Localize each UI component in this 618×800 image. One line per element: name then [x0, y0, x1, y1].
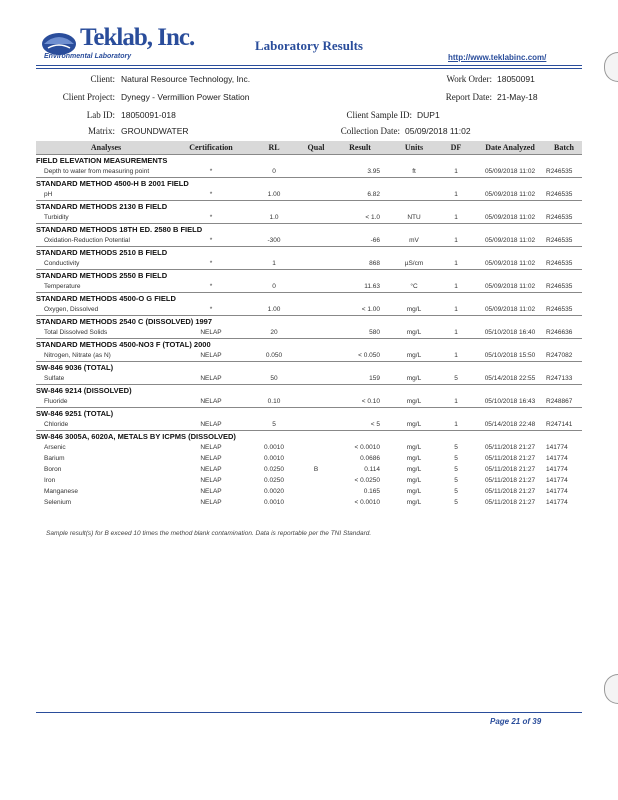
batch-cell: R246636 [546, 329, 573, 336]
units-cell: mg/L [406, 444, 422, 451]
section-title: SW-846 9036 (TOTAL) [36, 362, 582, 374]
analysis-cell: Depth to water from measuring point [44, 168, 150, 175]
sample-id-label: Client Sample ID: [346, 110, 412, 120]
batch-cell: R246535 [546, 283, 573, 290]
date-analyzed-cell: 05/11/2018 21:27 [484, 499, 536, 506]
result-cell: < 0.0250 [354, 477, 380, 484]
certification-cell: * [209, 237, 213, 244]
batch-cell: R247141 [546, 421, 573, 428]
rl-cell: 0.0250 [264, 466, 284, 473]
date-analyzed-cell: 05/10/2018 16:40 [484, 329, 536, 336]
certification-cell: * [209, 260, 213, 267]
matrix-value: GROUNDWATER [121, 126, 189, 136]
batch-cell: R246535 [546, 260, 573, 267]
qual-cell [302, 350, 330, 362]
column-header: Date Analyzed [474, 141, 546, 155]
analysis-cell: Selenium [44, 499, 72, 506]
table-row [36, 327, 582, 339]
section-header-row [36, 293, 582, 305]
df-cell: 1 [454, 260, 458, 267]
units-cell: mg/L [406, 352, 422, 359]
punch-hole-icon [604, 52, 618, 82]
result-cell: 159 [369, 375, 380, 382]
df-cell: 5 [454, 488, 458, 495]
date-analyzed-cell: 05/14/2018 22:48 [484, 421, 536, 428]
df-cell: 1 [454, 168, 458, 175]
qual-cell [302, 396, 330, 408]
table-row [36, 189, 582, 201]
batch-cell: 141774 [546, 488, 568, 495]
punch-hole-icon [604, 674, 618, 704]
section-header-row [36, 201, 582, 213]
client-label: Client: [90, 74, 115, 84]
units-cell: mg/L [406, 466, 422, 473]
column-header: Batch [546, 141, 582, 155]
date-analyzed-cell: 05/09/2018 11:02 [484, 168, 536, 175]
date-analyzed-cell: 05/11/2018 21:27 [484, 444, 536, 451]
units-cell: NTU [407, 214, 421, 221]
date-analyzed-cell: 05/09/2018 11:02 [484, 214, 536, 221]
column-header: Result [330, 141, 390, 155]
df-cell: 1 [454, 283, 458, 290]
units-cell: mg/L [406, 398, 422, 405]
df-cell: 1 [454, 329, 458, 336]
df-cell: 5 [454, 455, 458, 462]
certification-cell: NELAP [200, 375, 222, 382]
batch-cell: 141774 [546, 477, 568, 484]
result-cell: < 0.0010 [354, 499, 380, 506]
result-cell: 0.114 [364, 466, 380, 473]
batch-cell: R246535 [546, 237, 573, 244]
table-row [36, 350, 582, 362]
certification-cell: NELAP [200, 488, 222, 495]
header-rule [36, 65, 582, 66]
table-row [36, 235, 582, 247]
batch-cell: 141774 [546, 499, 568, 506]
units-cell: mg/L [406, 499, 422, 506]
collection-date-value: 05/09/2018 11:02 [405, 126, 471, 136]
result-cell: 868 [369, 260, 380, 267]
qual-cell [302, 212, 330, 224]
page-number: Page 21 of 39 [490, 717, 542, 726]
lab-id-value: 18050091-018 [121, 110, 176, 120]
report-date-value: 21-May-18 [497, 92, 538, 102]
qual-cell [302, 486, 330, 497]
date-analyzed-cell: 05/10/2018 15:50 [484, 352, 536, 359]
section-header-row [36, 385, 582, 397]
footnote: Sample result(s) for B exceed 10 times the method blank contamination. Data is reportable per the TNI Standard. [46, 530, 372, 537]
client-value: Natural Resource Technology, Inc. [121, 74, 251, 84]
rl-cell: 0.0250 [264, 477, 284, 484]
table-row [36, 281, 582, 293]
website-link[interactable]: http://www.teklabinc.com/ [448, 53, 547, 62]
batch-cell: R246535 [546, 306, 573, 313]
logo-text: Teklab, Inc. [80, 24, 195, 51]
matrix-label: Matrix: [88, 126, 115, 136]
rl-cell: 0.0010 [264, 444, 284, 451]
rl-cell: 0.050 [265, 352, 283, 359]
section-title: STANDARD METHODS 2130 B FIELD [36, 201, 582, 213]
rl-cell: 0.0010 [264, 455, 284, 462]
units-cell: mg/L [406, 421, 422, 428]
qual-cell [302, 373, 330, 385]
date-analyzed-cell: 05/09/2018 11:02 [484, 283, 536, 290]
table-row [36, 475, 582, 486]
batch-cell: R247082 [546, 352, 573, 359]
column-header: Certification [176, 141, 246, 155]
section-title: FIELD ELEVATION MEASUREMENTS [36, 155, 582, 167]
table-row [36, 396, 582, 408]
certification-cell: NELAP [200, 466, 222, 473]
certification-cell: NELAP [200, 421, 222, 428]
column-header: RL [246, 141, 302, 155]
table-row [36, 373, 582, 385]
project-value: Dynegy - Vermillion Power Station [121, 92, 250, 102]
result-cell: 3.95 [367, 168, 380, 175]
units-cell: µS/cm [404, 260, 424, 267]
units-cell: mg/L [406, 329, 422, 336]
qual-cell [302, 475, 330, 486]
qual-cell [302, 189, 330, 201]
df-cell: 1 [454, 214, 458, 221]
batch-cell: 141774 [546, 455, 568, 462]
analysis-cell: Manganese [44, 488, 78, 495]
qual-cell [302, 453, 330, 464]
section-header-row [36, 224, 582, 236]
certification-cell: * [209, 191, 213, 198]
qual-cell [302, 419, 330, 431]
analysis-cell: pH [44, 191, 53, 198]
rl-cell: 1.0 [269, 214, 279, 221]
date-analyzed-cell: 05/11/2018 21:27 [484, 488, 536, 495]
section-header-row [36, 339, 582, 351]
certification-cell: NELAP [200, 499, 222, 506]
date-analyzed-cell: 05/10/2018 16:43 [484, 398, 536, 405]
date-analyzed-cell: 05/09/2018 11:02 [484, 306, 536, 313]
batch-cell: R248867 [546, 398, 573, 405]
qual-cell: B [313, 466, 319, 473]
table-row [36, 464, 582, 475]
batch-cell: R247133 [546, 375, 573, 382]
batch-cell: 141774 [546, 466, 568, 473]
section-header-row [36, 155, 582, 167]
date-analyzed-cell: 05/09/2018 11:02 [484, 260, 536, 267]
analysis-cell: Iron [44, 477, 56, 484]
results-table [36, 141, 582, 508]
rl-cell: 0 [272, 168, 276, 175]
column-header: Units [390, 141, 438, 155]
date-analyzed-cell: 05/11/2018 21:27 [484, 477, 536, 484]
qual-cell [302, 497, 330, 508]
qual-cell [302, 442, 330, 453]
section-header-row [36, 178, 582, 190]
units-cell: °C [410, 283, 418, 290]
logo-subtitle: Environmental Laboratory [44, 53, 132, 60]
section-header-row [36, 408, 582, 420]
result-cell: < 0.10 [361, 398, 380, 405]
analysis-cell: Boron [44, 466, 62, 473]
certification-cell: NELAP [200, 352, 222, 359]
df-cell: 5 [454, 375, 458, 382]
rl-cell: 0.10 [267, 398, 281, 405]
df-cell: 5 [454, 477, 458, 484]
rl-cell: 0.0010 [264, 499, 284, 506]
section-title: STANDARD METHODS 2540 C (DISSOLVED) 1997 [36, 316, 582, 328]
batch-cell: R246535 [546, 191, 573, 198]
table-row [36, 166, 582, 178]
section-title: STANDARD METHODS 18TH ED. 2580 B FIELD [36, 224, 582, 236]
qual-cell [302, 235, 330, 247]
date-analyzed-cell: 05/09/2018 11:02 [484, 191, 536, 198]
section-title: STANDARD METHOD 4500-H B 2001 FIELD [36, 178, 582, 190]
analysis-cell: Oxidation-Reduction Potential [44, 237, 130, 244]
date-analyzed-cell: 05/09/2018 11:02 [484, 237, 536, 244]
section-header-row [36, 316, 582, 328]
certification-cell: NELAP [200, 398, 222, 405]
section-title: STANDARD METHODS 4500-NO3 F (TOTAL) 2000 [36, 339, 582, 351]
certification-cell: * [209, 283, 213, 290]
result-cell: < 0.050 [358, 352, 380, 359]
analysis-cell: Chloride [44, 421, 69, 428]
rl-cell: 50 [270, 375, 278, 382]
units-cell: mg/L [406, 306, 422, 313]
batch-cell: R246535 [546, 214, 573, 221]
section-title: STANDARD METHODS 2510 B FIELD [36, 247, 582, 259]
table-row [36, 442, 582, 453]
df-cell: 5 [454, 466, 458, 473]
units-cell: mg/L [406, 488, 422, 495]
result-cell: 11.63 [364, 283, 380, 290]
work-order-value: 18050091 [497, 74, 535, 84]
certification-cell: NELAP [200, 477, 222, 484]
result-cell: < 0.0010 [354, 444, 380, 451]
qual-cell [302, 258, 330, 270]
units-cell: mg/L [406, 477, 422, 484]
section-title: STANDARD METHODS 2550 B FIELD [36, 270, 582, 282]
batch-cell: R246535 [546, 168, 573, 175]
table-header-row [36, 141, 582, 155]
rl-cell: 5 [272, 421, 276, 428]
certification-cell: NELAP [200, 444, 222, 451]
header-rule-2 [36, 68, 582, 69]
table-row [36, 419, 582, 431]
batch-cell: 141774 [546, 444, 568, 451]
table-row [36, 212, 582, 224]
lab-id-label: Lab ID: [86, 110, 115, 120]
analysis-cell: Barium [44, 455, 65, 462]
result-cell: 6.82 [367, 191, 380, 198]
result-cell: < 1.0 [365, 214, 380, 221]
certification-cell: * [209, 306, 213, 313]
rl-cell: 1.00 [267, 191, 281, 198]
result-cell: < 5 [370, 421, 380, 428]
rl-cell: 1 [272, 260, 276, 267]
df-cell: 5 [454, 444, 458, 451]
results-body [36, 155, 582, 509]
rl-cell: 1.00 [267, 306, 281, 313]
result-cell: 0.165 [363, 488, 380, 495]
units-cell: mV [409, 237, 419, 244]
df-cell: 1 [454, 191, 458, 198]
rl-cell: 0.0020 [264, 488, 284, 495]
analysis-cell: Nitrogen, Nitrate (as N) [44, 352, 111, 359]
result-cell: -66 [370, 237, 380, 244]
certification-cell: NELAP [200, 455, 222, 462]
df-cell: 5 [454, 499, 458, 506]
report-date-label: Report Date: [445, 92, 492, 102]
section-header-row [36, 362, 582, 374]
table-row [36, 453, 582, 464]
date-analyzed-cell: 05/11/2018 21:27 [484, 466, 536, 473]
teklab-logo-icon [40, 24, 78, 56]
section-header-row [36, 270, 582, 282]
section-title: SW-846 9251 (TOTAL) [36, 408, 582, 420]
analysis-cell: Turbidity [44, 214, 69, 221]
work-order-label: Work Order: [446, 74, 492, 84]
rl-cell: -300 [267, 237, 281, 244]
section-title: STANDARD METHODS 4500-O G FIELD [36, 293, 582, 305]
df-cell: 1 [454, 306, 458, 313]
table-row [36, 497, 582, 508]
section-title: SW-846 3005A, 6020A, METALS BY ICPMS (DISSOLVED) [36, 431, 582, 443]
rl-cell: 0 [272, 283, 276, 290]
date-analyzed-cell: 05/11/2018 21:27 [484, 455, 536, 462]
qual-cell [302, 327, 330, 339]
df-cell: 1 [454, 421, 458, 428]
date-analyzed-cell: 05/14/2018 22:55 [484, 375, 536, 382]
result-cell: 0.0686 [360, 455, 380, 462]
analysis-cell: Fluoride [44, 398, 68, 405]
df-cell: 1 [454, 398, 458, 405]
result-cell: < 1.00 [361, 306, 380, 313]
table-row [36, 258, 582, 270]
table-row [36, 486, 582, 497]
analysis-cell: Sulfate [44, 375, 65, 382]
df-cell: 1 [454, 237, 458, 244]
sample-id-value: DUP1 [417, 110, 440, 120]
units-cell: mg/L [406, 375, 422, 382]
qual-cell [302, 166, 330, 178]
result-cell: 580 [369, 329, 380, 336]
footer-rule [36, 712, 582, 713]
qual-cell [302, 281, 330, 293]
qual-cell [302, 304, 330, 316]
analysis-cell: Total Dissolved Solids [44, 329, 108, 336]
analysis-cell: Temperature [44, 283, 81, 290]
page-title: Laboratory Results [255, 38, 363, 53]
analysis-cell: Arsenic [44, 444, 66, 451]
df-cell: 1 [454, 352, 458, 359]
analysis-cell: Oxygen, Dissolved [44, 306, 99, 313]
table-row [36, 304, 582, 316]
units-cell: ft [412, 168, 416, 175]
column-header: Analyses [36, 141, 176, 155]
collection-date-label: Collection Date: [340, 126, 400, 136]
section-header-row [36, 247, 582, 259]
rl-cell: 20 [270, 329, 278, 336]
units-cell: mg/L [406, 455, 422, 462]
section-title: SW-846 9214 (DISSOLVED) [36, 385, 582, 397]
certification-cell: * [209, 168, 213, 175]
analysis-cell: Conductivity [44, 260, 80, 267]
section-header-row [36, 431, 582, 443]
certification-cell: * [209, 214, 213, 221]
certification-cell: NELAP [200, 329, 222, 336]
units-cell [390, 189, 438, 201]
project-label: Client Project: [62, 92, 115, 102]
column-header: DF [438, 141, 474, 155]
column-header: Qual [302, 141, 330, 155]
